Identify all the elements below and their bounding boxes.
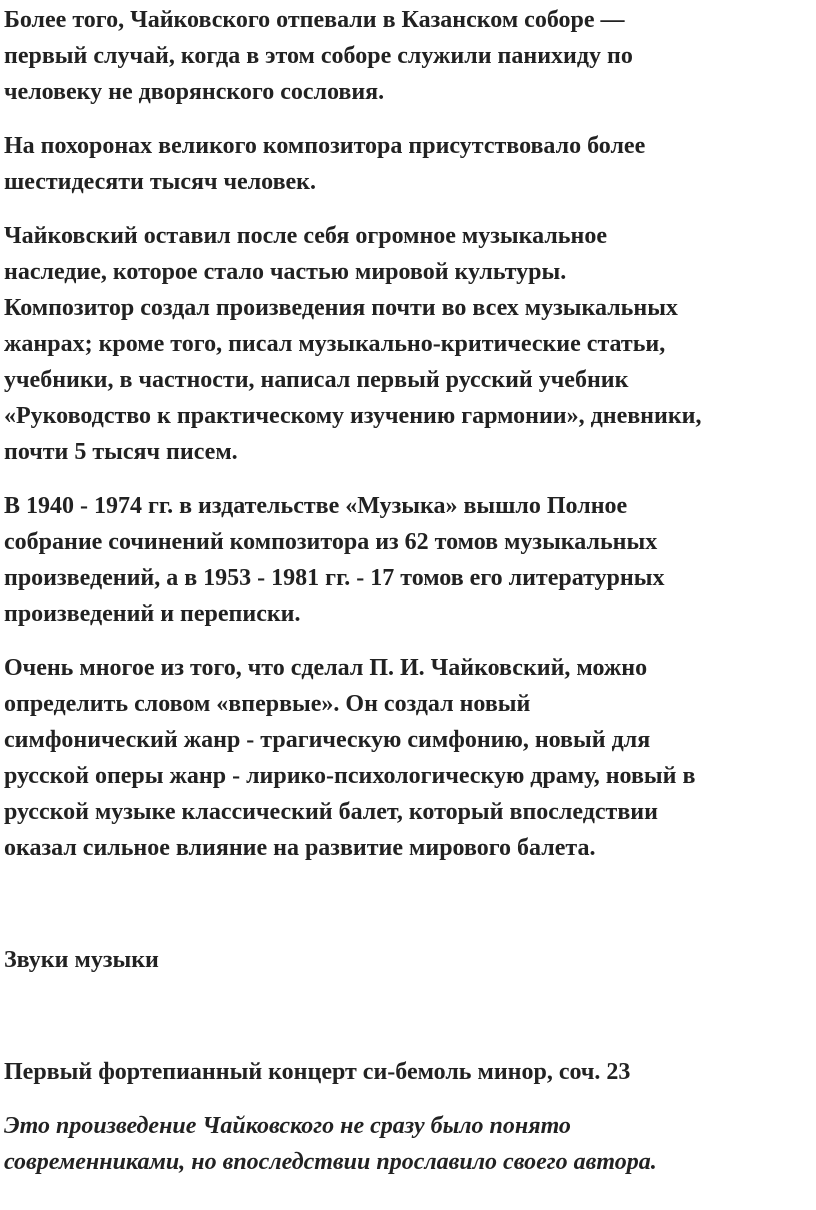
work-note-line-2: современниками, но впоследствии прославило своего автора. [4,1149,657,1175]
paragraph-5-line-4: русской оперы жанр - лирико-психологическую драму, новый в [4,763,696,789]
paragraph-5-line-2: определить словом «впервые». Он создал новый [4,691,531,717]
paragraph-4-line-3: произведений, а в 1953 - 1981 гг. - 17 томов его литературных [4,565,665,591]
work-title: Первый фортепианный концерт си-бемоль минор, соч. 23 [4,1059,631,1085]
paragraph-4-line-4: произведений и переписки. [4,601,301,627]
paragraph-1-line-1: Более того, Чайковского отпевали в Казанском соборе — [4,7,625,33]
paragraph-1-line-2: первый случай, когда в этом соборе служили панихиду по [4,43,633,69]
paragraph-3-line-5: учебники, в частности, написал первый русский учебник [4,367,629,393]
paragraph-5-line-1: Очень многое из того, что сделал П. И. Чайковский, можно [4,655,648,681]
paragraph-4-line-1: В 1940 - 1974 гг. в издательстве «Музыка» вышло Полное [4,493,628,519]
section-heading: Звуки музыки [4,947,159,973]
paragraph-5-line-3: симфонический жанр - трагическую симфонию, новый для [4,727,651,753]
paragraph-5-line-5: русской музыке классический балет, который впоследствии [4,799,658,825]
paragraph-3-line-4: жанрах; кроме того, писал музыкально-критические статьи, [4,331,666,357]
paragraph-2-line-1: На похоронах великого композитора присутствовало более [4,133,646,159]
paragraph-2-line-2: шестидесяти тысяч человек. [4,169,317,195]
paragraph-3-line-3: Композитор создал произведения почти во всех музыкальных [4,295,678,321]
paragraph-1-line-3: человеку не дворянского сословия. [4,79,385,105]
paragraph-3-line-2: наследие, которое стало частью мировой культуры. [4,259,567,285]
paragraph-5-line-6: оказал сильное влияние на развитие мирового балета. [4,835,596,861]
paragraph-3-line-1: Чайковский оставил после себя огромное музыкальное [4,223,607,249]
work-note-line-1: Это произведение Чайковского не сразу было понято [4,1113,571,1139]
paragraph-3-line-6: «Руководство к практическому изучению гармонии», дневники, [4,403,702,429]
paragraph-4-line-2: собрание сочинений композитора из 62 томов музыкальных [4,529,658,555]
paragraph-3-line-7: почти 5 тысяч писем. [4,439,238,465]
